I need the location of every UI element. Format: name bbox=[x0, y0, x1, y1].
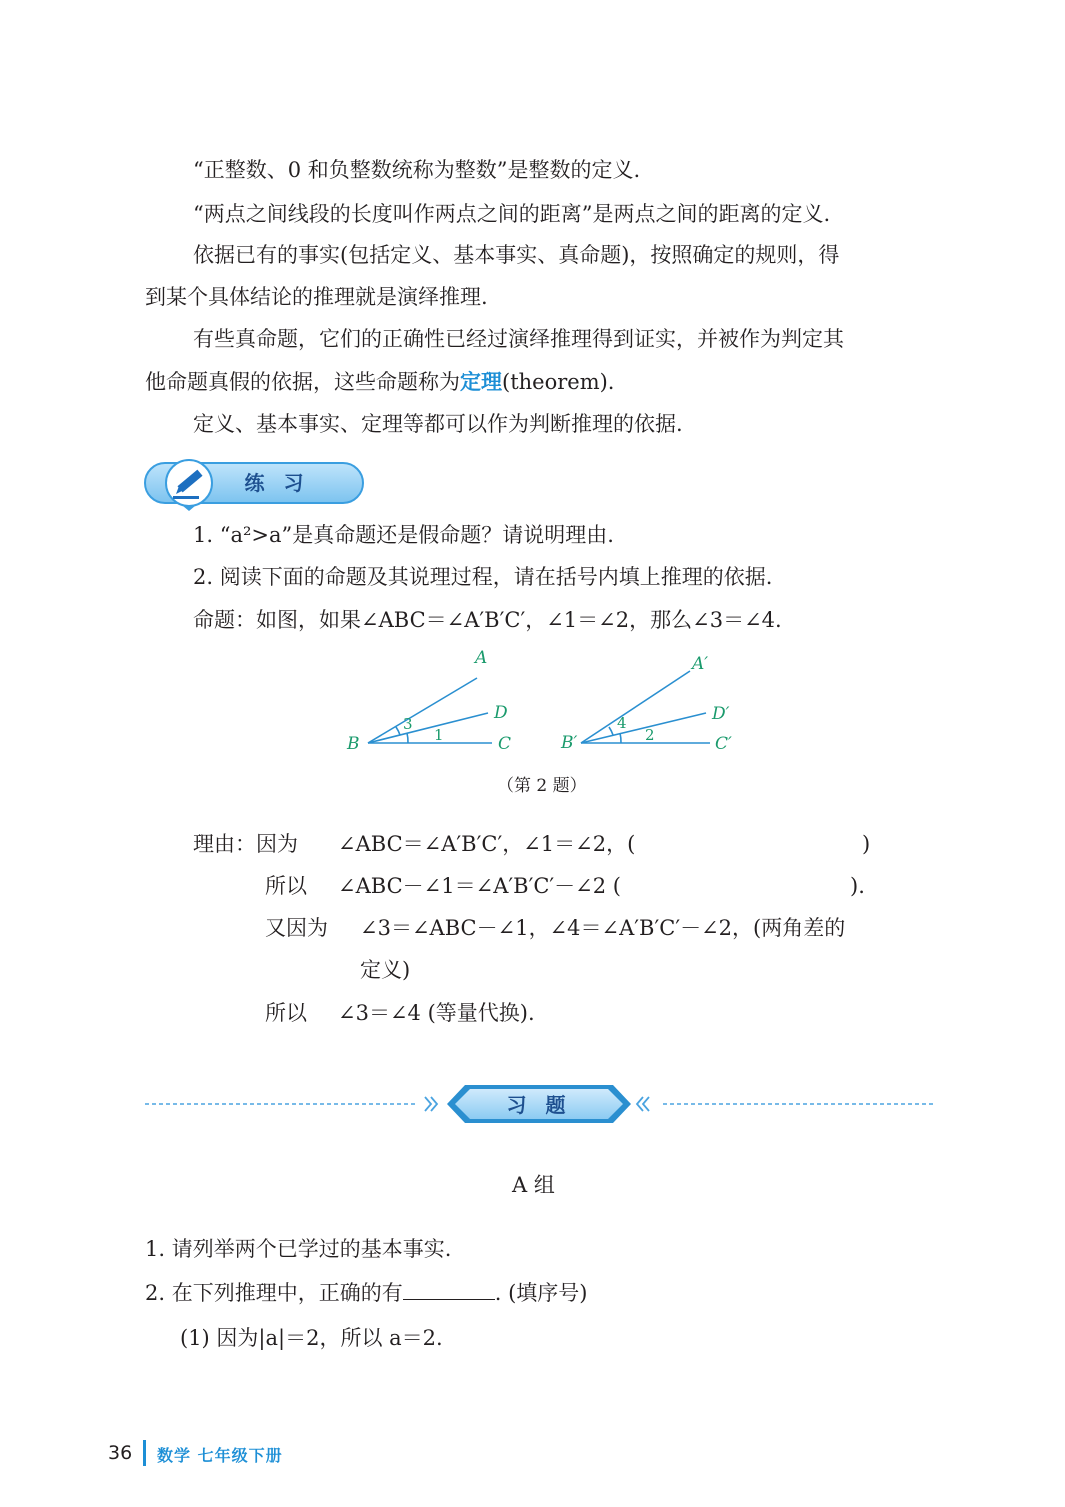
exercises-banner-label: 习 题 bbox=[506, 1093, 572, 1117]
ray-ba bbox=[368, 678, 477, 743]
paragraph-theorem-line1: 有些真命题，它们的正确性已经过演绎推理得到证实，并被作为判定其 bbox=[193, 327, 844, 351]
label-d-prime: D′ bbox=[712, 704, 730, 724]
ray-bd bbox=[368, 713, 488, 743]
exercise-question-2-item-1: (1) 因为|a|＝2，所以 a＝2. bbox=[180, 1326, 443, 1350]
theorem-text-before: 他命题真假的依据，这些命题称为 bbox=[145, 370, 460, 394]
label-angle-4: 4 bbox=[617, 714, 627, 732]
reason-line-2-math: ∠ABC－∠1＝∠A′B′C′－∠2 ( bbox=[338, 874, 621, 898]
label-a-prime: A′ bbox=[692, 654, 709, 674]
arc-angle-3 bbox=[396, 727, 400, 735]
exercise-question-2-text: 2. 在下列推理中，正确的有 bbox=[145, 1281, 403, 1305]
page-number: 36 bbox=[108, 1442, 133, 1464]
arc-angle-2 bbox=[620, 733, 621, 743]
practice-banner bbox=[143, 459, 368, 511]
practice-banner-label: 练 习 bbox=[244, 471, 310, 495]
practice-question-1: 1. “a²>a”是真命题还是假命题？请说明理由. bbox=[193, 523, 614, 547]
label-c-prime: C′ bbox=[715, 734, 732, 754]
paragraph-distance-definition: “两点之间线段的长度叫作两点之间的距离”是两点之间的距离的定义. bbox=[193, 202, 831, 226]
label-c: C bbox=[498, 734, 512, 754]
exercise-question-1: 1. 请列举两个已学过的基本事实. bbox=[145, 1237, 452, 1261]
label-b: B bbox=[347, 734, 360, 754]
practice-proposition: 命题：如图，如果∠ABC＝∠A′B′C′，∠1＝∠2，那么∠3＝∠4. bbox=[193, 608, 782, 632]
label-angle-2: 2 bbox=[645, 726, 655, 744]
arc-angle-4 bbox=[609, 727, 613, 735]
arc-angle-1 bbox=[407, 733, 408, 743]
group-title: A 组 bbox=[512, 1173, 555, 1197]
paragraph-integer-definition: “正整数、0 和负整数统称为整数”是整数的定义. bbox=[193, 158, 641, 182]
answer-blank[interactable] bbox=[403, 1279, 495, 1300]
double-chevron-right-icon bbox=[425, 1097, 437, 1111]
reason-line-1-close: ) bbox=[862, 832, 871, 856]
ray-b-prime-a-prime bbox=[581, 671, 690, 743]
label-d: D bbox=[494, 703, 508, 723]
theorem-text-after: (theorem). bbox=[502, 370, 615, 394]
reason-line-3-cont: 定义) bbox=[360, 958, 411, 982]
reason-line-1-math: ∠ABC＝∠A′B′C′，∠1＝∠2，( bbox=[338, 832, 636, 856]
reason-line-3-math: ∠3＝∠ABC－∠1，∠4＝∠A′B′C′－∠2，(两角差的 bbox=[360, 916, 846, 940]
exercises-banner bbox=[143, 1082, 935, 1126]
reason-line-2-close: ). bbox=[850, 874, 865, 898]
exercise-question-2 bbox=[145, 1278, 587, 1308]
reason-line-1-head: 理由：因为 bbox=[193, 832, 298, 856]
footer-divider bbox=[143, 1440, 146, 1466]
double-chevron-left-icon bbox=[637, 1097, 649, 1111]
label-angle-1: 1 bbox=[434, 726, 444, 744]
angle-figure bbox=[330, 645, 770, 760]
exercise-question-2-suffix: . (填序号) bbox=[494, 1281, 588, 1305]
paragraph-deduction-line2: 到某个具体结论的推理就是演绎推理. bbox=[145, 285, 488, 309]
paragraph-basis: 定义、基本事实、定理等都可以作为判断推理的依据. bbox=[193, 412, 683, 436]
paragraph-theorem-line2 bbox=[145, 367, 614, 397]
theorem-term: 定理 bbox=[460, 370, 502, 394]
reason-line-4-math: ∠3＝∠4 (等量代换). bbox=[338, 1001, 535, 1025]
book-title: 数学 七年级下册 bbox=[157, 1446, 283, 1465]
figure-caption: （第 2 题） bbox=[497, 776, 587, 796]
label-a: A bbox=[475, 648, 488, 668]
reason-line-4-head: 所以 bbox=[265, 1001, 307, 1025]
reason-line-2-head: 所以 bbox=[265, 874, 307, 898]
paragraph-deduction-line1: 依据已有的事实(包括定义、基本事实、真命题)，按照确定的规则，得 bbox=[193, 243, 840, 267]
label-b-prime: B′ bbox=[561, 733, 578, 753]
ray-b-prime-d-prime bbox=[581, 713, 706, 743]
practice-question-2: 2. 阅读下面的命题及其说理过程，请在括号内填上推理的依据. bbox=[193, 565, 773, 589]
label-angle-3: 3 bbox=[403, 715, 413, 733]
reason-line-3-head: 又因为 bbox=[265, 916, 328, 940]
